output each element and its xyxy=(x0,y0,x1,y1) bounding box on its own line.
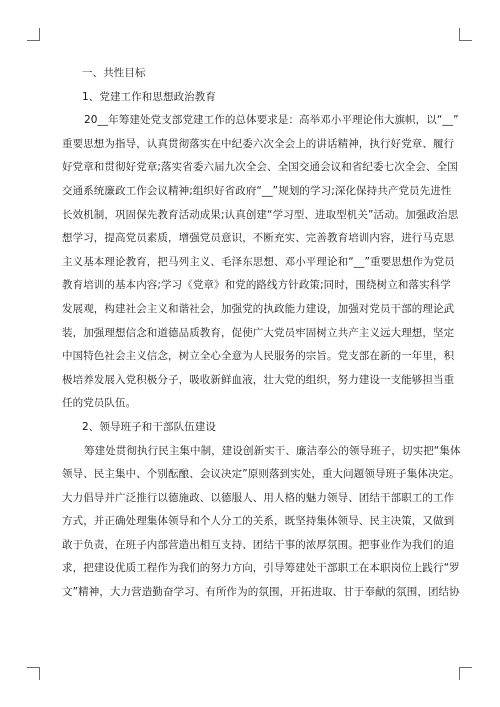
paragraph-line: 极培养发展入党积极分子，吸收新鲜血液，壮大党的组织，努力建设一支能够担当重 xyxy=(62,373,455,386)
crop-mark-bottom-right xyxy=(459,667,472,680)
paragraph-line: 敢于负责，在班子内部营造出相互支持、团结干事的浓厚氛围。把事业作为我们的追 xyxy=(62,538,455,551)
paragraph-party-building xyxy=(62,109,459,416)
paragraph-line: 好党章和贯彻好党章;落实省委六届九次全会、全国交通会议和省纪委七次全会、全国 xyxy=(62,161,458,174)
section-heading-1-1: 1、党建工作和思想政治教育 xyxy=(82,90,216,103)
paragraph-line: 大力倡导并广泛推行以德施政、以德服人、用人格的魅力领导、团结干部职工的工作 xyxy=(62,491,455,504)
paragraph-line: 装，加强理想信念和道德品质教育，促使广大党员牢固树立共产主义远大理想，坚定 xyxy=(62,326,455,339)
paragraph-line: 发展观，构建社会主义和谐社会，加强党的执政能力建设，加强对党员干部的理论武 xyxy=(62,302,455,315)
crop-mark-top-left xyxy=(27,28,40,41)
paragraph-line: 方式，并正确处理集体领导和个人分工的关系，既坚持集体领导、民主决策，又做到 xyxy=(62,515,455,528)
paragraph-line: 长效机制，巩固保先教育活动成果;认真创建“学习型、进取型机关”活动。加强政治思 xyxy=(62,208,459,221)
paragraph-line: 20__年筹建处党支部党建工作的总体要求是：高举邓小平理论伟大旗帜，以“__” xyxy=(84,114,459,127)
paragraph-line: 任的党员队伍。 xyxy=(62,397,137,410)
crop-mark-bottom-left xyxy=(27,667,40,680)
paragraph-line: 教育培训的基本内容;学习《党章》和党的路线方针政策;同时，围绕树立和落实科学 xyxy=(62,279,451,292)
paragraph-line: 主义基本理论教育，把马列主义、毛泽东思想、邓小平理论和“__”重要思想作为党员 xyxy=(62,255,455,268)
section-heading-1-2: 2、领导班子和干部队伍建设 xyxy=(82,420,216,433)
paragraph-line: 筹建处贯彻执行民主集中制，建设创新实干、廉洁奉公的领导班子，切实把“集体 xyxy=(84,444,461,457)
paragraph-line: 重要思想为指导，认真贯彻落实在中纪委六次全会上的讲话精神，执行好党章、履行 xyxy=(62,137,455,150)
paragraph-line: 领导、民主集中、个别酝酿、会议决定”原则落到实处，重大问题领导班子集体决定。 xyxy=(62,468,460,481)
paragraph-line: 求，把建设优质工程作为我们的努力方向，引导筹建处干部职工在本职岗位上践行“罗 xyxy=(62,562,460,575)
document-body xyxy=(62,62,461,605)
section-heading-1: 一、共性目标 xyxy=(82,67,146,79)
paragraph-line: 文”精神，大力营造勤奋学习、有所作为的氛围，开拓进取、甘于奉献的氛围，团结协 xyxy=(62,586,460,599)
paragraph-line: 中国特色社会主义信念，树立全心全意为人民服务的宗旨。党支部在新的一年里，积 xyxy=(62,350,455,363)
paragraph-line: 想学习，提高党员素质，增强党员意识，不断充实、完善教育培训内容，进行马克思 xyxy=(62,232,455,245)
paragraph-line: 交通系统廉政工作会议精神;组织好省政府“__”规划的学习;深化保持共产党员先进性 xyxy=(62,184,452,197)
paragraph-leadership xyxy=(62,440,461,605)
crop-mark-top-right xyxy=(459,28,472,41)
